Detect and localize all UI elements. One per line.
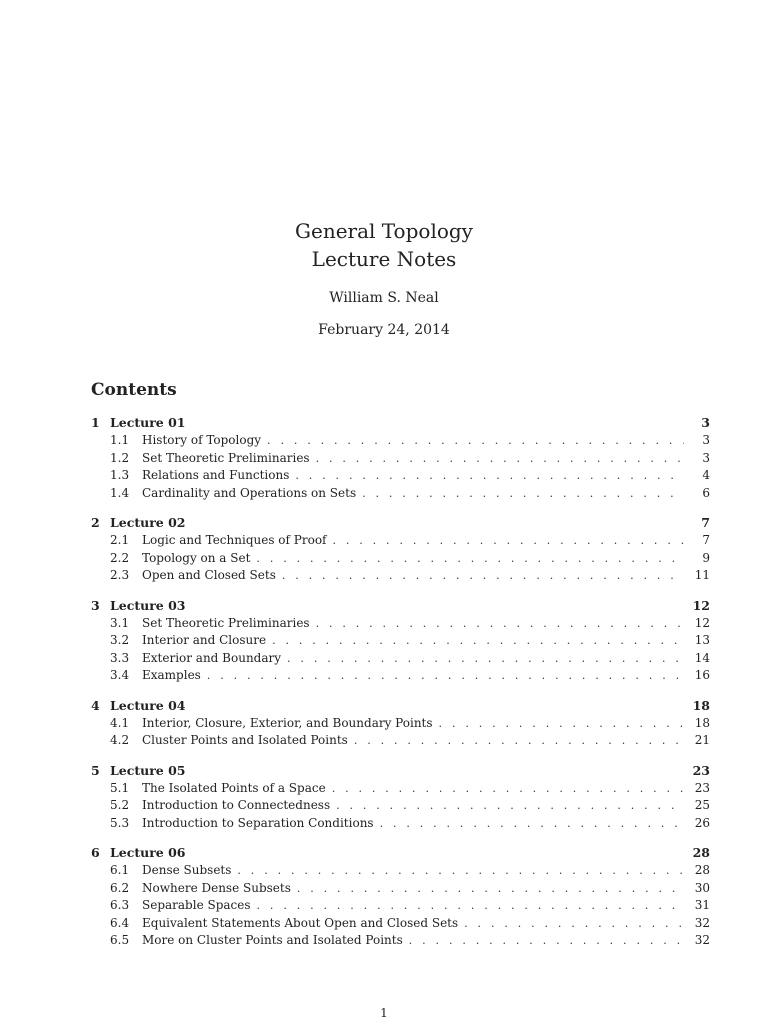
toc-section-title: Lecture 03 — [110, 597, 186, 613]
toc-subsection-title: Nowhere Dense Subsets — [142, 880, 291, 895]
toc-subsection-page: 13 — [694, 633, 710, 647]
dot-leader — [316, 452, 684, 465]
toc-section-title: Lecture 05 — [110, 762, 186, 778]
dot-leader — [237, 864, 684, 877]
toc-section-number: 2 — [91, 515, 100, 530]
dot-leader — [409, 934, 684, 947]
toc-subsection-number: 6.1 — [110, 863, 130, 877]
toc-section-number: 6 — [91, 845, 100, 860]
toc-subsection-entry[interactable] — [91, 881, 710, 899]
toc-subsection-title: Exterior and Boundary — [142, 650, 282, 665]
toc-subsection-entry[interactable] — [91, 633, 710, 651]
toc-subsection-number: 1.1 — [110, 433, 130, 447]
title-line-1: General Topology — [295, 219, 473, 243]
toc-subsection-entry[interactable] — [91, 551, 710, 569]
dot-leader — [354, 734, 684, 747]
toc-section — [91, 845, 710, 951]
toc-section-title: Lecture 06 — [110, 845, 186, 860]
toc-subsection-number: 6.3 — [110, 898, 130, 912]
toc-subsection-entry[interactable] — [91, 668, 710, 686]
toc-subsection-page: 3 — [702, 433, 710, 447]
toc-section-page: 7 — [701, 515, 710, 530]
toc-subsection-entry[interactable] — [91, 716, 710, 734]
toc-subsection-number: 6.5 — [110, 933, 130, 947]
toc-subsection-title: Dense Subsets — [142, 863, 232, 877]
toc-subsection-entry[interactable] — [91, 468, 710, 486]
toc-subsection-number: 3.1 — [110, 615, 130, 630]
toc-subsection-title: Relations and Functions — [142, 468, 290, 482]
toc-section-page: 3 — [701, 415, 710, 430]
toc-subsection-page: 9 — [702, 550, 710, 565]
toc-subsection-entry[interactable] — [91, 533, 710, 551]
toc-subsection-entry[interactable] — [91, 933, 710, 951]
footer-page-number: 1 — [380, 1006, 388, 1020]
toc-subsection-number: 2.3 — [110, 568, 130, 582]
toc-subsection-page: 32 — [694, 933, 710, 947]
toc-subsection-title: Set Theoretic Preliminaries — [142, 450, 310, 465]
dot-leader — [362, 487, 684, 500]
toc-subsection-entry[interactable] — [91, 451, 710, 469]
toc-subsection-page: 4 — [702, 468, 710, 482]
toc-section — [91, 698, 710, 751]
toc-section-title: Lecture 01 — [110, 415, 186, 430]
toc-subsection-title: Introduction to Separation Conditions — [142, 815, 374, 830]
dot-leader — [332, 534, 684, 547]
table-of-contents — [91, 415, 710, 963]
toc-subsection-entry[interactable] — [91, 916, 710, 934]
toc-subsection-entry[interactable] — [91, 433, 710, 451]
toc-subsection-page: 18 — [694, 715, 710, 730]
toc-section — [91, 515, 710, 586]
author: William S. Neal — [329, 290, 439, 306]
toc-subsection-entry[interactable] — [91, 486, 710, 504]
toc-subsection-page: 31 — [694, 898, 710, 912]
dot-leader — [316, 617, 684, 630]
toc-subsection-entry[interactable] — [91, 568, 710, 586]
toc-section-entry[interactable] — [91, 515, 710, 533]
toc-subsection-entry[interactable] — [91, 898, 710, 916]
dot-leader — [267, 434, 684, 447]
toc-subsection-page: 6 — [702, 485, 710, 500]
toc-section-entry[interactable] — [91, 598, 710, 616]
toc-subsection-number: 6.4 — [110, 915, 130, 930]
dot-leader — [380, 817, 684, 830]
toc-section-number: 5 — [91, 762, 100, 778]
toc-section-entry[interactable] — [91, 763, 710, 781]
toc-section — [91, 415, 710, 503]
toc-subsection-number: 5.2 — [110, 798, 130, 812]
toc-subsection-page: 23 — [694, 780, 710, 795]
toc-subsection-number: 5.3 — [110, 815, 130, 830]
toc-subsection-page: 32 — [694, 915, 710, 930]
toc-subsection-title: Interior and Closure — [142, 633, 267, 647]
toc-subsection-title: Cluster Points and Isolated Points — [142, 733, 348, 747]
date: February 24, 2014 — [318, 322, 450, 338]
toc-subsection-number: 6.2 — [110, 880, 130, 895]
toc-subsection-page: 30 — [694, 880, 710, 895]
toc-subsection-number: 2.2 — [110, 550, 130, 565]
dot-leader — [439, 717, 684, 730]
toc-section-title: Lecture 04 — [110, 697, 186, 713]
toc-subsection-entry[interactable] — [91, 816, 710, 834]
toc-section-title: Lecture 02 — [110, 515, 186, 530]
toc-subsection-entry[interactable] — [91, 651, 710, 669]
toc-subsection-entry[interactable] — [91, 798, 710, 816]
dot-leader — [257, 899, 684, 912]
toc-section-page: 28 — [692, 845, 710, 860]
dot-leader — [332, 782, 684, 795]
toc-subsection-title: The Isolated Points of a Space — [142, 780, 326, 795]
toc-subsection-number: 1.3 — [110, 468, 130, 482]
toc-subsection-title: Equivalent Statements About Open and Closed Sets — [142, 915, 459, 930]
toc-subsection-page: 12 — [694, 615, 710, 630]
toc-subsection-title: Set Theoretic Preliminaries — [142, 615, 310, 630]
dot-leader — [272, 634, 684, 647]
toc-subsection-title: Separable Spaces — [142, 898, 251, 912]
dot-leader — [295, 469, 684, 482]
dot-leader — [256, 552, 684, 565]
toc-subsection-entry[interactable] — [91, 863, 710, 881]
toc-section-number: 4 — [91, 697, 100, 713]
dot-leader — [464, 917, 684, 930]
toc-subsection-page: 16 — [694, 668, 710, 682]
toc-subsection-number: 2.1 — [110, 533, 130, 547]
toc-section-page: 23 — [692, 762, 710, 778]
toc-section-page: 18 — [692, 697, 710, 713]
toc-subsection-title: Cardinality and Operations on Sets — [142, 485, 357, 500]
toc-subsection-title: History of Topology — [142, 433, 262, 447]
toc-subsection-title: Topology on a Set — [142, 550, 251, 565]
toc-subsection-title: Examples — [142, 668, 201, 682]
toc-subsection-page: 28 — [694, 863, 710, 877]
dot-leader — [282, 569, 684, 582]
toc-section-entry[interactable] — [91, 415, 710, 433]
toc-subsection-number: 3.2 — [110, 633, 130, 647]
toc-subsection-number: 1.2 — [110, 450, 130, 465]
dot-leader — [207, 669, 684, 682]
toc-subsection-page: 21 — [694, 733, 710, 747]
toc-subsection-number: 4.2 — [110, 733, 130, 747]
toc-subsection-number: 3.3 — [110, 650, 130, 665]
toc-subsection-page: 7 — [702, 533, 710, 547]
toc-subsection-number: 4.1 — [110, 715, 130, 730]
toc-subsection-number: 3.4 — [110, 668, 130, 682]
toc-subsection-title: Open and Closed Sets — [142, 568, 276, 582]
contents-heading: Contents — [91, 380, 177, 400]
toc-section-number: 3 — [91, 597, 100, 613]
toc-subsection-entry[interactable] — [91, 733, 710, 751]
toc-section — [91, 763, 710, 834]
dot-leader — [287, 652, 684, 665]
toc-section — [91, 598, 710, 686]
toc-subsection-page: 3 — [702, 450, 710, 465]
toc-subsection-title: Introduction to Connectedness — [142, 798, 331, 812]
toc-subsection-page: 14 — [694, 650, 710, 665]
dot-leader — [297, 882, 684, 895]
toc-subsection-entry[interactable] — [91, 781, 710, 799]
toc-subsection-title: More on Cluster Points and Isolated Points — [142, 933, 403, 947]
toc-section-page: 12 — [692, 597, 710, 613]
toc-subsection-page: 26 — [694, 815, 710, 830]
toc-section-entry[interactable] — [91, 698, 710, 716]
toc-subsection-page: 25 — [694, 798, 710, 812]
toc-subsection-title: Logic and Techniques of Proof — [142, 533, 327, 547]
toc-subsection-number: 1.4 — [110, 485, 130, 500]
toc-section-number: 1 — [91, 415, 100, 430]
toc-subsection-number: 5.1 — [110, 780, 130, 795]
title-line-2: Lecture Notes — [311, 247, 457, 271]
toc-section-entry[interactable] — [91, 845, 710, 863]
toc-subsection-page: 11 — [694, 568, 710, 582]
toc-subsection-title: Interior, Closure, Exterior, and Boundary Points — [142, 715, 433, 730]
dot-leader — [336, 799, 684, 812]
toc-subsection-entry[interactable] — [91, 616, 710, 634]
